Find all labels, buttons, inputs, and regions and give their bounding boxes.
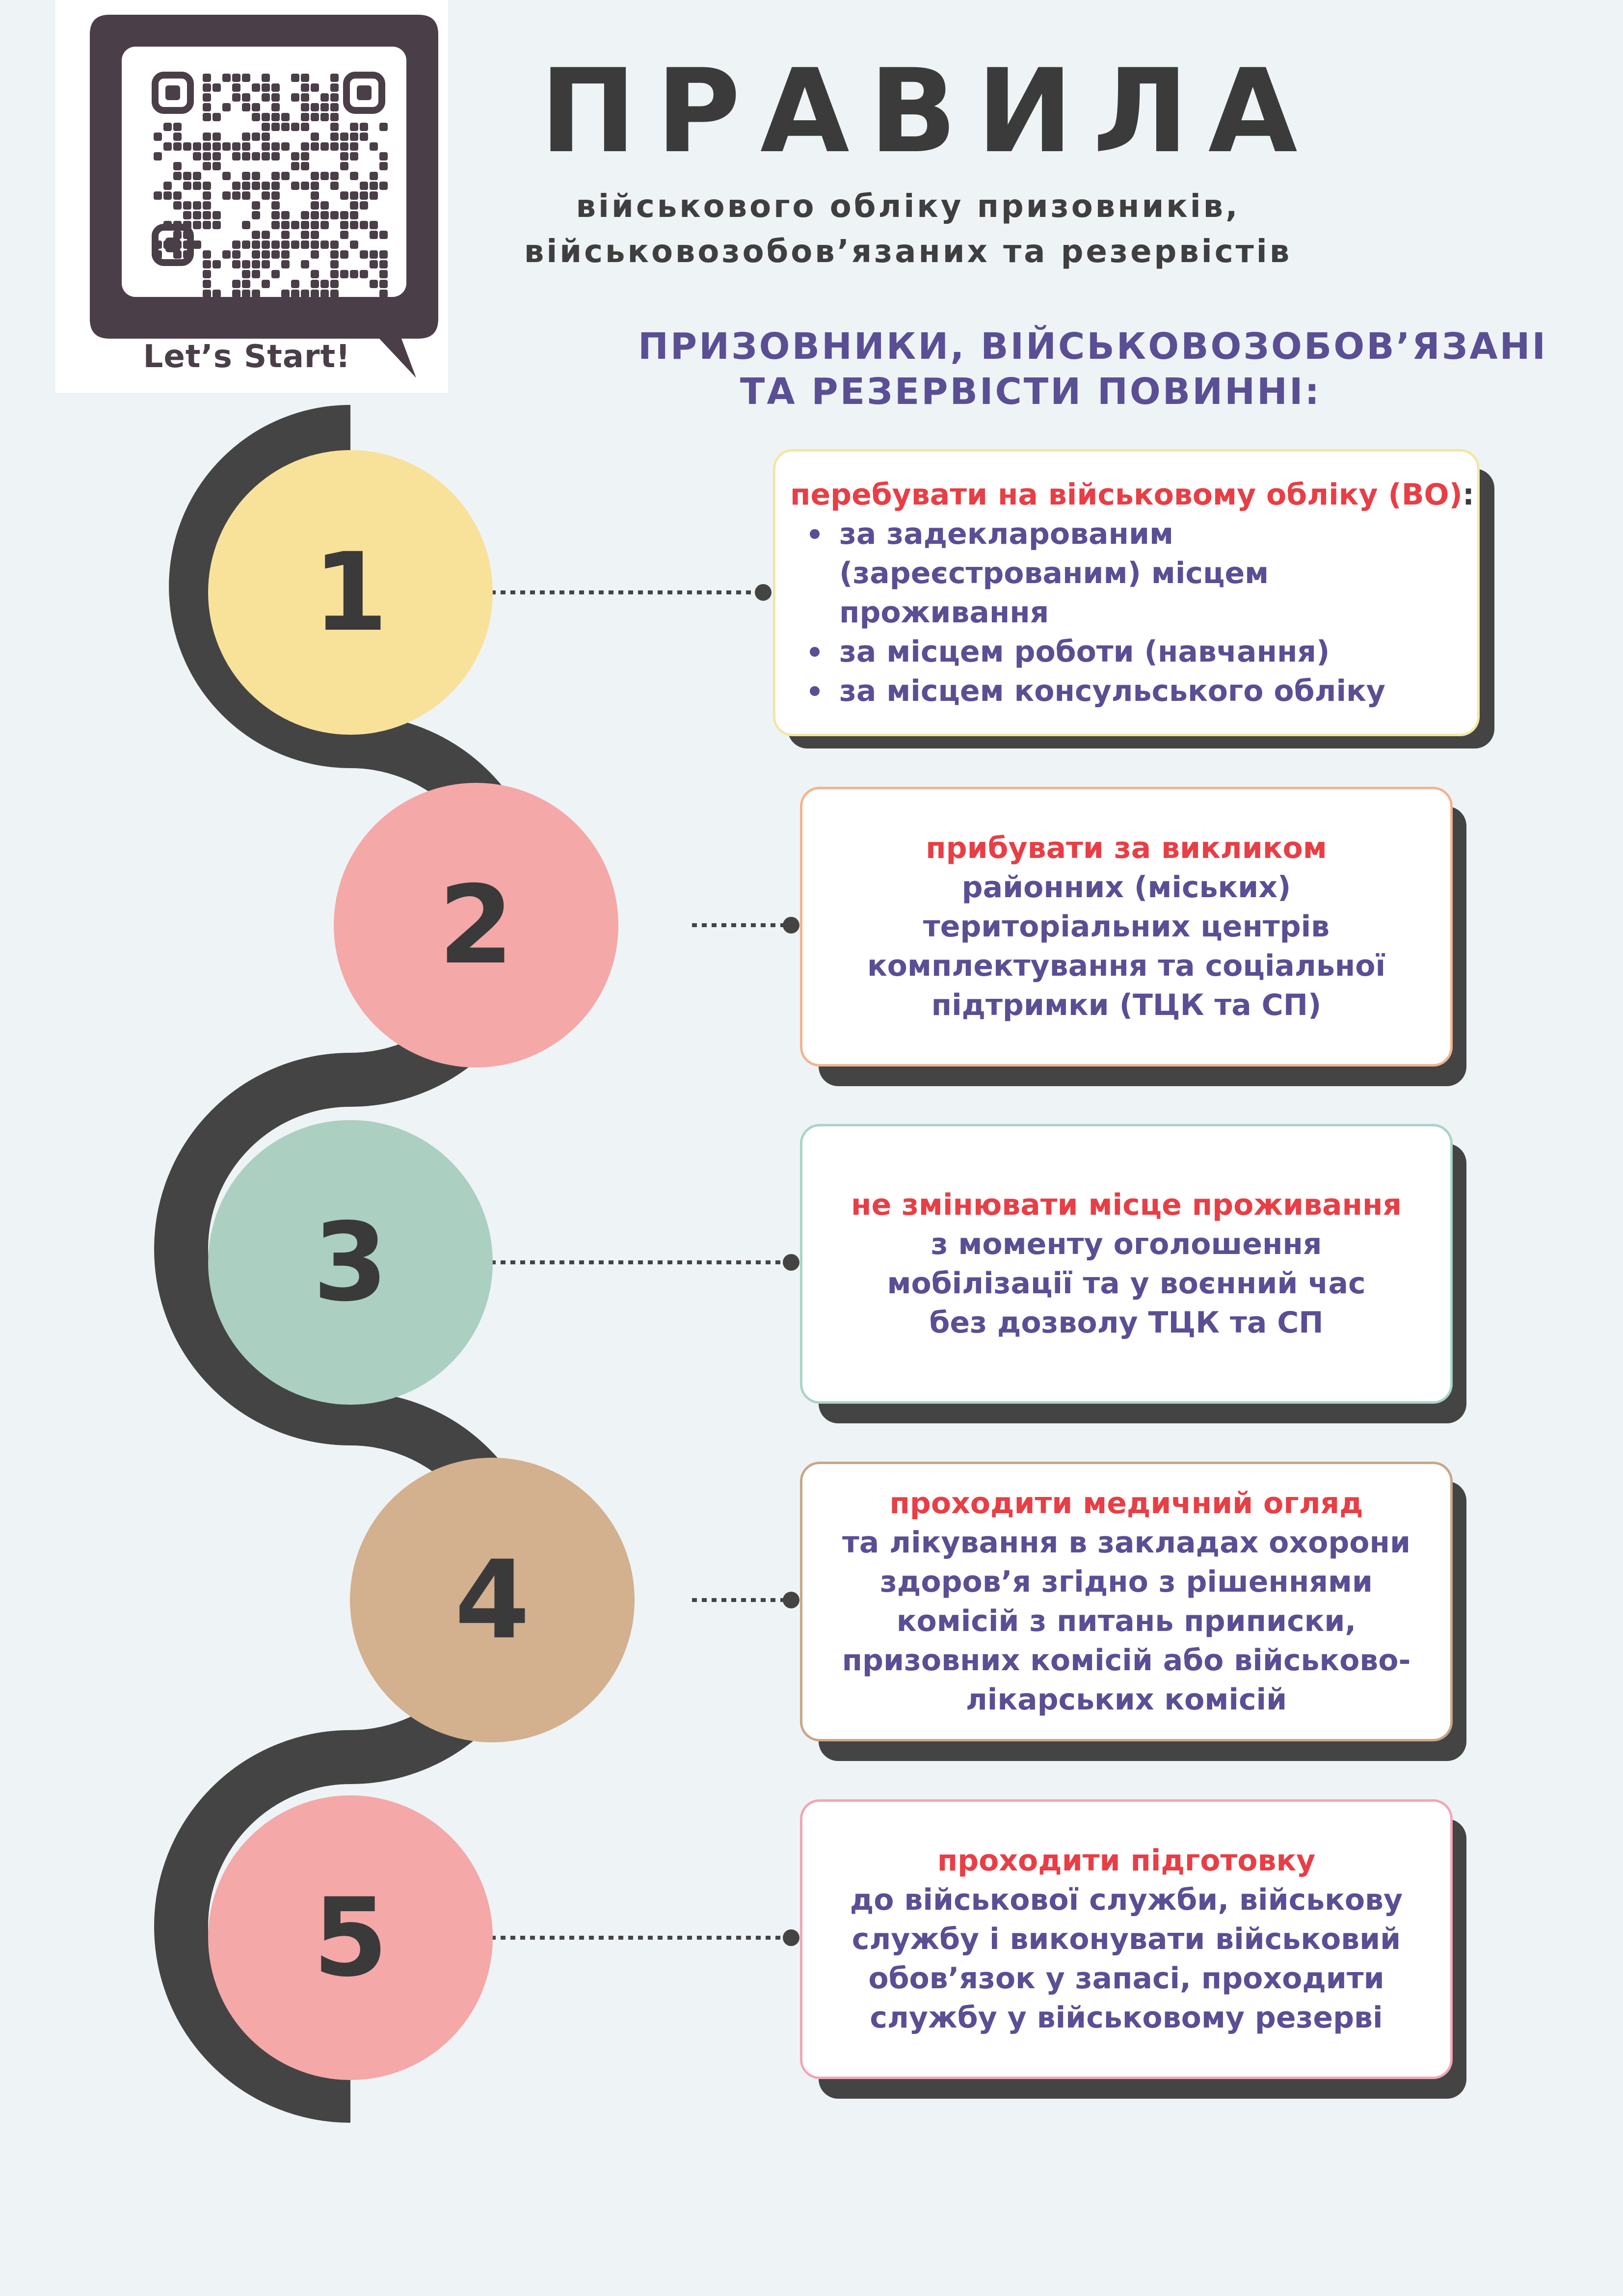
subtitle-line-1: військового обліку призовників, xyxy=(576,188,1240,225)
rule-4-line: призовних комісій або військово- xyxy=(842,1643,1411,1678)
rule-4-line: та лікування в закладах охорони xyxy=(842,1525,1410,1560)
rule-card-2 xyxy=(800,787,1453,1067)
rule-4-line: комісій з питань приписки, xyxy=(896,1604,1357,1638)
rule-3-line: з моменту оголошення xyxy=(931,1227,1322,1261)
connector-dot-5 xyxy=(783,1929,799,1946)
connector-dot-3 xyxy=(783,1254,799,1271)
list-item-line: за місцем консульського обліку xyxy=(839,673,1385,708)
step-number-5: 5 xyxy=(208,1795,493,2080)
rule-2-line: районних (міських) xyxy=(961,870,1291,905)
subtitle-line-2: військовозобов’язаних та резервістів xyxy=(524,234,1292,270)
connector-lines xyxy=(491,592,791,1938)
page-title: ПРАВИЛА xyxy=(540,45,1317,179)
rule-card-3 xyxy=(800,1124,1453,1404)
rule-3-line: мобілізації та у воєнний час xyxy=(887,1266,1366,1301)
rule-5-line: службу і виконувати військовий xyxy=(851,1922,1401,1956)
connector-dots xyxy=(755,584,799,1946)
section-heading-line-2: ТА РЕЗЕРВІСТИ ПОВИННІ: xyxy=(740,371,1322,413)
list-item xyxy=(790,671,1463,711)
rule-card-5 xyxy=(800,1799,1453,2079)
step-number-4: 4 xyxy=(350,1458,635,1742)
list-item-line: (зареєстрованим) місцем xyxy=(839,556,1269,590)
rule-4-line: лікарських комісій xyxy=(965,1682,1287,1717)
qr-code-icon xyxy=(55,0,448,393)
qr-caption: Let’s Start! xyxy=(143,339,351,375)
connector-dot-1 xyxy=(755,584,772,601)
list-item-line: проживання xyxy=(839,595,1049,630)
connector-dot-4 xyxy=(783,1592,799,1608)
rule-1-heading xyxy=(790,475,1474,514)
step-number-2: 2 xyxy=(334,783,618,1068)
rule-2-highlight: прибувати за викликом xyxy=(926,831,1327,865)
rule-1-list xyxy=(790,514,1463,711)
rule-2-line: підтримки (ТЦК та СП) xyxy=(931,988,1322,1022)
rule-card-1 xyxy=(773,449,1480,736)
rule-3-line: без дозволу ТЦК та СП xyxy=(929,1306,1324,1340)
rule-4-highlight: проходити медичний огляд xyxy=(889,1486,1363,1521)
section-heading-line-1: ПРИЗОВНИКИ, ВІЙСЬКОВОЗОБОВ’ЯЗАНІ xyxy=(638,325,1548,368)
list-item-line: за місцем роботи (навчання) xyxy=(839,634,1330,669)
rule-1-highlight: перебувати на військовому обліку (ВО) xyxy=(790,477,1463,512)
connector-dot-2 xyxy=(783,917,799,934)
rule-card-4 xyxy=(800,1462,1453,1741)
rule-3-highlight: не змінювати місце проживання xyxy=(851,1188,1402,1222)
qr-badge[interactable] xyxy=(55,0,448,393)
rule-4-line: здоров’я згідно з рішеннями xyxy=(880,1565,1373,1599)
rule-1-colon: : xyxy=(1462,477,1474,512)
rule-2-line: територіальних центрів xyxy=(923,909,1330,944)
list-item xyxy=(790,632,1463,671)
rule-5-line: обов’язок у запасі, проходити xyxy=(868,1961,1384,1996)
rule-5-highlight: проходити підготовку xyxy=(937,1843,1316,1878)
list-item-line: за задекларованим xyxy=(839,516,1174,551)
step-number-1: 1 xyxy=(208,450,493,735)
page-subtitle xyxy=(442,184,1374,274)
step-number-3: 3 xyxy=(208,1120,493,1405)
list-item xyxy=(790,514,1463,554)
rule-5-line: до військової служби, військову xyxy=(850,1883,1403,1917)
section-heading xyxy=(638,324,1548,414)
rule-5-line: службу у військовому резерві xyxy=(870,2001,1383,2035)
rule-2-line: комплектування та соціальної xyxy=(867,949,1386,983)
